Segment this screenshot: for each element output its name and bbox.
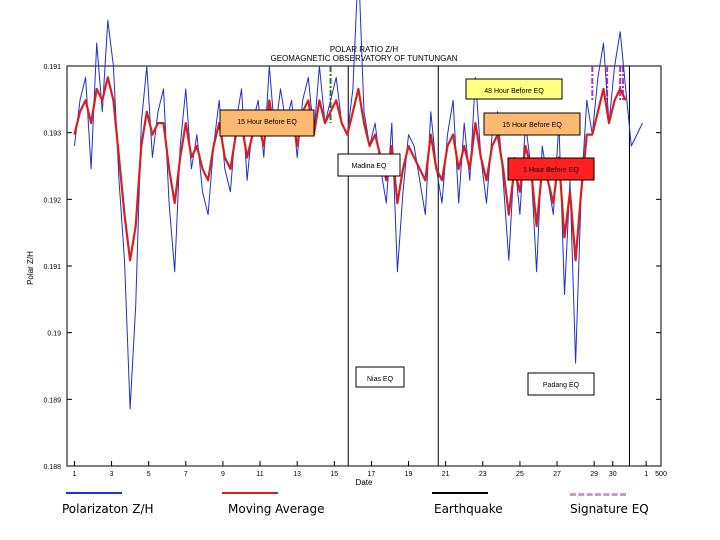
x-tick-label: 25: [516, 471, 524, 478]
x-tick-label: 500: [655, 471, 667, 478]
y-tick-label: 0.193: [43, 130, 61, 138]
legend-label-earthquake: Earthquake: [434, 502, 503, 516]
x-tick-label: 7: [183, 471, 188, 478]
legend-swatch-polarization: [66, 492, 122, 494]
x-tick-label: 17: [367, 471, 376, 478]
annotation-48-hour-label: 48 Hour Before EQ: [484, 88, 544, 95]
x-tick-label: 1: [72, 471, 77, 478]
x-tick-label: 13: [293, 471, 302, 478]
x-tick-label: 15: [330, 471, 339, 478]
x-tick-label: 19: [404, 471, 413, 478]
x-tick-label: 21: [441, 471, 450, 478]
legend-label-moving-average: Moving Average: [228, 502, 325, 516]
legend-swatch-moving-average: [222, 492, 278, 494]
legend-swatch-signature-eq: [570, 493, 626, 496]
chart-title: POLAR RATIO Z/H: [329, 45, 399, 54]
annotation-15-hour-padang-label: 15 Hour Before EQ: [502, 122, 562, 129]
annotation-nias-eq-label: Nias EQ: [366, 376, 394, 383]
x-tick-label: 27: [553, 471, 561, 478]
x-tick-label: 1: [644, 471, 649, 478]
x-axis-label: Date: [355, 478, 373, 486]
x-tick-label: 9: [220, 471, 225, 478]
x-tick-label: 29: [590, 471, 599, 478]
x-tick-label: 11: [256, 471, 264, 478]
x-tick-label: 30: [608, 471, 617, 478]
annotation-1-hour-label: 1 Hour Before EQ: [523, 167, 579, 174]
annotation-padang-eq-label: Padang EQ: [542, 382, 580, 389]
y-tick-label: 0.189: [43, 397, 61, 405]
annotation-madina-eq-label: Madina EQ: [351, 163, 387, 170]
x-tick-label: 3: [109, 471, 114, 478]
y-axis-label: Polar Z/H: [26, 251, 35, 285]
y-tick-label: 0.19: [47, 330, 61, 338]
legend-label-signature-eq: Signature EQ: [570, 502, 649, 516]
legend: [0, 486, 720, 536]
x-tick-label: 23: [478, 471, 487, 478]
y-tick-label: 0.191: [43, 264, 61, 271]
chart-subtitle: GEOMAGNETIC OBSERVATORY OF TUNTUNGAN: [270, 54, 458, 63]
annotation-15-hour-madina-label: 15 Hour Before EQ: [237, 119, 297, 126]
y-tick-label: 0.192: [43, 197, 61, 205]
y-tick-label: 0.188: [43, 464, 61, 471]
y-tick-label: 0.191: [43, 64, 61, 71]
legend-label-polarization: Polarizaton Z/H: [62, 502, 154, 516]
x-tick-label: 5: [146, 471, 151, 478]
legend-swatch-earthquake: [432, 492, 488, 494]
